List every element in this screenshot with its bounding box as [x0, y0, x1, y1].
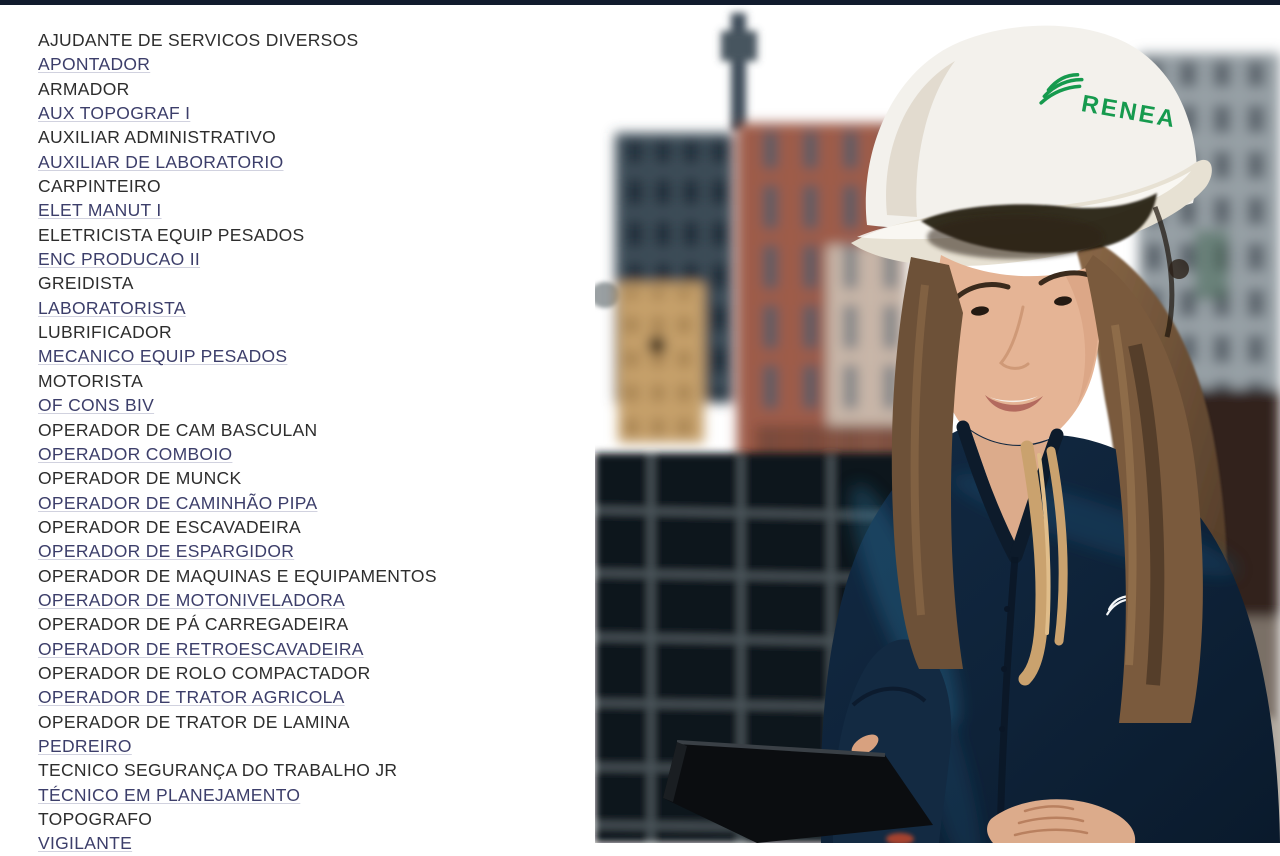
job-list-item[interactable]: ELET MANUT I	[38, 200, 162, 221]
job-list-item[interactable]: OPERADOR DE RETROESCAVADEIRA	[38, 638, 364, 659]
job-list-item: AJUDANTE DE SERVICOS DIVERSOS	[38, 30, 359, 50]
photo-svg	[595, 5, 1280, 843]
job-list-item: OPERADOR DE TRATOR DE LAMINA	[38, 711, 350, 732]
job-list-item: ELETRICISTA EQUIP PESADOS	[38, 224, 305, 245]
job-list-item: MOTORISTA	[38, 370, 144, 391]
job-list-item: OPERADOR DE ESCAVADEIRA	[38, 516, 301, 537]
job-list-item: AUXILIAR ADMINISTRATIVO	[38, 127, 277, 148]
job-list-item[interactable]: VIGILANTE	[38, 833, 133, 854]
job-list-item[interactable]: OPERADOR DE ESPARGIDOR	[38, 541, 295, 562]
job-list-item: OPERADOR DE MAQUINAS E EQUIPAMENTOS	[38, 565, 437, 586]
job-list-item[interactable]: OPERADOR COMBOIO	[38, 443, 233, 464]
job-list-item: TECNICO SEGURANÇA DO TRABALHO JR	[38, 760, 398, 781]
job-list-item[interactable]: MECANICO EQUIP PESADOS	[38, 346, 288, 367]
job-list-item[interactable]: PEDREIRO	[38, 735, 132, 756]
construction-worker-photo	[595, 5, 1280, 843]
job-list-item[interactable]: TÉCNICO EM PLANEJAMENTO	[38, 784, 301, 805]
job-list-item[interactable]: LABORATORISTA	[38, 297, 186, 318]
tower-crane	[721, 13, 757, 131]
job-list-item: LUBRIFICADOR	[38, 322, 172, 343]
job-list-item: OPERADOR DE PÁ CARREGADEIRA	[38, 614, 349, 635]
job-list-item[interactable]: AUX TOPOGRAF I	[38, 103, 191, 124]
job-list-item[interactable]: AUXILIAR DE LABORATORIO	[38, 151, 284, 172]
helmet-logo-text: RENEA	[1079, 90, 1180, 134]
job-list-item[interactable]: APONTADOR	[38, 54, 151, 75]
job-list-item[interactable]: OPERADOR DE MOTONIVELADORA	[38, 589, 345, 610]
job-list-item: GREIDISTA	[38, 273, 134, 294]
job-list-item: TOPOGRAFO	[38, 809, 153, 829]
job-list-item[interactable]: OF CONS BIV	[38, 395, 155, 416]
job-list-item: OPERADOR DE CAM BASCULAN	[38, 419, 318, 440]
job-list-item: OPERADOR DE ROLO COMPACTADOR	[38, 662, 371, 683]
job-list-item[interactable]: OPERADOR DE CAMINHÃO PIPA	[38, 492, 318, 513]
job-list-item: CARPINTEIRO	[38, 176, 161, 197]
job-list-item[interactable]: ENC PRODUCAO II	[38, 249, 201, 270]
job-list-item: ARMADOR	[38, 78, 130, 99]
job-list-item[interactable]: OPERADOR DE TRATOR AGRICOLA	[38, 687, 345, 708]
job-list	[38, 28, 598, 856]
job-list-item: OPERADOR DE MUNCK	[38, 468, 242, 489]
